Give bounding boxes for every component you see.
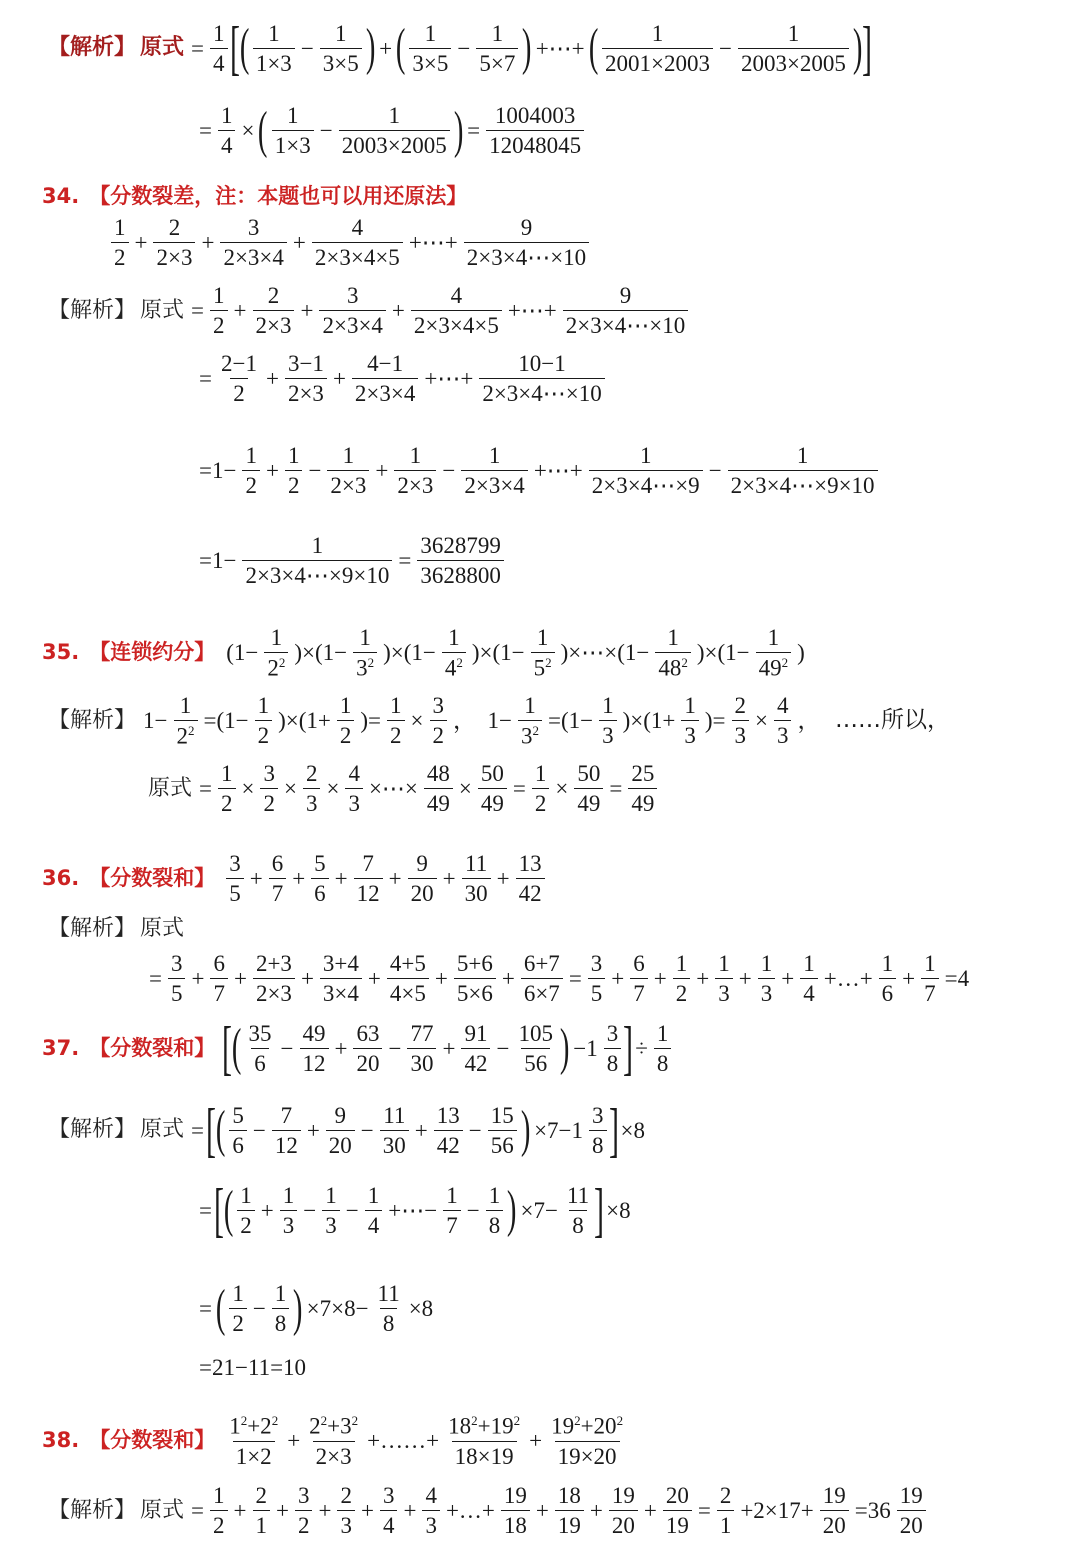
problem-title: 【分数裂和】 <box>89 1035 216 1060</box>
analysis-tag: 【解析】 <box>48 1117 137 1142</box>
problem-number: 35. <box>42 640 80 665</box>
problem-35-heading: 35. 【连锁约分】 (1− $\frac{1}{2^2}$ )×(1− $\frac{1}{3^2}$ )×(1− $\frac{1}{4^2}$ )×(1− $\frac{1}{5^2}$ )×⋯×(1− $\frac{1}{48^2}$ )×(1− $\frac{1}{49^2}$ ) <box>42 625 805 681</box>
problem-number: 36. <box>42 866 80 890</box>
original-expression-label: 原式 <box>148 775 193 801</box>
analysis-tag: 【解析】 <box>48 916 137 941</box>
original-expression-label: 原式 <box>140 916 185 941</box>
analysis-tag: 【解析】 <box>48 297 137 323</box>
problem-34-heading <box>42 186 475 207</box>
solution-37-line-2: = [ ( 1 2 + $\frac{1}{3}$ − $\frac{1}{3}$ − $\frac{1}{4}$ +⋯− $\frac{1}{7}$ − $\frac{1}{8}$ ) ×7− $\frac{11}{8}$ ] ×8 <box>199 1177 631 1243</box>
solution-37-line-3: = ( 1 2 − $\frac{1}{8}$ ) ×7×8− $\frac{11}{8}$ ×8 <box>199 1279 434 1337</box>
original-expression-label: 原式 <box>140 1497 185 1523</box>
solution-33-line-1: 【解析】 原式 = $\frac{1}{4}$ [ ( 1 1×3 − $\frac{1}{3\times 5}$ ) + ( 1 3×5 − $\frac{1}{5\times 7}$ ) +⋯+ ( 1 2001×2003 − $\frac{1}{2003\times 2005}$ ) ] <box>48 15 873 81</box>
solution-36-label <box>48 918 188 940</box>
solution-36-line-1: = $\frac{3}{5}$ + $\frac{6}{7}$ + $\frac{2+3}{2\times 3}$ + $\frac{3+4}{3\times 4}$ + $\frac{4+5}{4\times 5}$ + $\frac{5+6}{5\times 6}$ + $\frac{6+7}{6\times 7}$ = $\frac{3}{5}$ + $\frac{6}{7}$ + $\frac{1}{2}$ + $\frac{1}{3}$ + $\frac{1}{3}$ + $\frac{1}{4}$ +…+ $\frac{1}{6}$ + $\frac{1}{7}$ =4 <box>149 951 970 1006</box>
solution-34-line-1: 【解析】 原式 = $\frac{1}{2}$ + $\frac{2}{2\times 3}$ + $\frac{3}{2\times 3\times 4}$ + $\frac{4}{2\times 3\times 4\times 5}$ +⋯+ $\frac{9}{2\times 3\times 4\cdots\times 10}$ <box>48 284 691 337</box>
problem-number: 37. <box>42 1035 80 1060</box>
problem-38-heading: 38. 【分数裂和】 $1^2+2^2$ 1×2 + $\frac{2^2+3^2}{2\times 3}$ +……+ $\frac{18^2+19^2}{18\times 19}$ + $\frac{19^2+20^2}{19\times 20}$ <box>42 1413 624 1469</box>
problem-number: 38. <box>42 1428 80 1453</box>
solution-34-line-3: =1− $\frac{1}{2}$ + $\frac{1}{2}$ − $\frac{1}{2\times 3}$ + $\frac{1}{2\times 3}$ − $\frac{1}{2\times 3\times 4}$ +⋯+ $\frac{1}{2\times 3\times 4\cdots\times 9}$ − $\frac{1}{2\times 3\times 4\cdots\times 9\times 10}$ <box>196 444 881 497</box>
problem-number: 34. <box>42 184 80 208</box>
problem-34-expression: 1 2 + $\frac{2}{2\times 3}$ + $\frac{3}{2\times 3\times 4}$ + $\frac{4}{2\times 3\times 4\times 5}$ +⋯+ $\frac{9}{2\times 3\times 4\cdots\times 10}$ <box>108 216 592 269</box>
solution-35-line-1: 【解析】 1− $\frac{1}{2^2}$ =(1− $\frac{1}{2}$ )×(1+ $\frac{1}{2}$ )= $\frac{1}{2}$ × $\frac{3}{2}$ ， 1− $\frac{1}{3^2}$ =(1− $\frac{1}{3}$ )×(1+ $\frac{1}{3}$ )= $\frac{2}{3}$ × $\frac{4}{3}$ ， ……所以， <box>48 693 950 749</box>
problem-title: 【分数裂和】 <box>89 866 216 890</box>
solution-35-line-2: 原式 = $\frac{1}{2}$ × $\frac{3}{2}$ × $\frac{2}{3}$ × $\frac{4}{3}$ ×⋯× $\frac{48}{49}$ × $\frac{50}{49}$ = $\frac{1}{2}$ × $\frac{50}{49}$ = $\frac{25}{49}$ <box>148 762 660 815</box>
solution-34-line-2: = $\frac{2-1}{2}$ + $\frac{3-1}{2\times 3}$ + $\frac{4-1}{2\times 3\times 4}$ +⋯+ $\frac{10-1}{2\times 3\times 4\cdots\times 10}$ <box>196 352 608 405</box>
solution-38-line-1: 【解析】 原式 = $\frac{1}{2}$ + $\frac{2}{1}$ + $\frac{3}{2}$ + $\frac{2}{3}$ + $\frac{3}{4}$ + $\frac{4}{3}$ +…+ $\frac{19}{18}$ + $\frac{18}{19}$ + $\frac{19}{20}$ + $\frac{20}{19}$ = $\frac{2}{1}$ +2×17+ $\frac{19}{20}$ =36 19 20 <box>48 1484 929 1537</box>
problem-title: 【连锁约分】 <box>89 640 216 665</box>
problem-title: 【分数裂和】 <box>89 1428 216 1453</box>
problem-title: 【分数裂差，注：本题也可以用还原法】 <box>89 184 468 208</box>
problem-37-heading: 37. 【分数裂和】 [ ( 35 6 − $\frac{49}{12}$ + $\frac{63}{20}$ − $\frac{77}{30}$ + $\frac{91}{42}$ − $\frac{105}{56}$ ) −1 3 8 ] ÷ $\frac{1}{8}$ <box>42 1018 674 1078</box>
problem-36-heading: 36. 【分数裂和】 3 5 + $\frac{6}{7}$ + $\frac{5}{6}$ + $\frac{7}{12}$ + $\frac{9}{20}$ + $\frac{11}{30}$ + $\frac{13}{42}$ <box>42 852 548 905</box>
analysis-tag: 【解析】 <box>48 1497 137 1523</box>
original-expression-label: 原式 <box>140 35 185 60</box>
therefore-text: ……所以， <box>834 707 950 734</box>
solution-37-line-1: 【解析】 原式 = [ ( 5 6 − $\frac{7}{12}$ + $\frac{9}{20}$ − $\frac{11}{30}$ + $\frac{13}{42}$ − $\frac{15}{56}$ ) ×7−1 3 8 ] ×8 <box>48 1097 645 1163</box>
solution-34-line-4: =1− $\frac{1}{2\times 3\times 4\cdots\times 9\times 10}$ = $\frac{3628799}{3628800}$ <box>196 534 507 587</box>
original-expression-label: 原式 <box>140 297 185 323</box>
solution-37-line-4: =21−11=10 <box>199 1355 307 1380</box>
analysis-tag: 【解析】 <box>48 35 137 60</box>
solution-33-line-2: = $\frac{1}{4}$ × ( 1 1×3 − $\frac{1}{2003\times 2005}$ ) = $\frac{1004003}{12048045}$ <box>196 104 587 157</box>
analysis-tag: 【解析】 <box>48 707 137 733</box>
original-expression-label: 原式 <box>140 1117 185 1142</box>
